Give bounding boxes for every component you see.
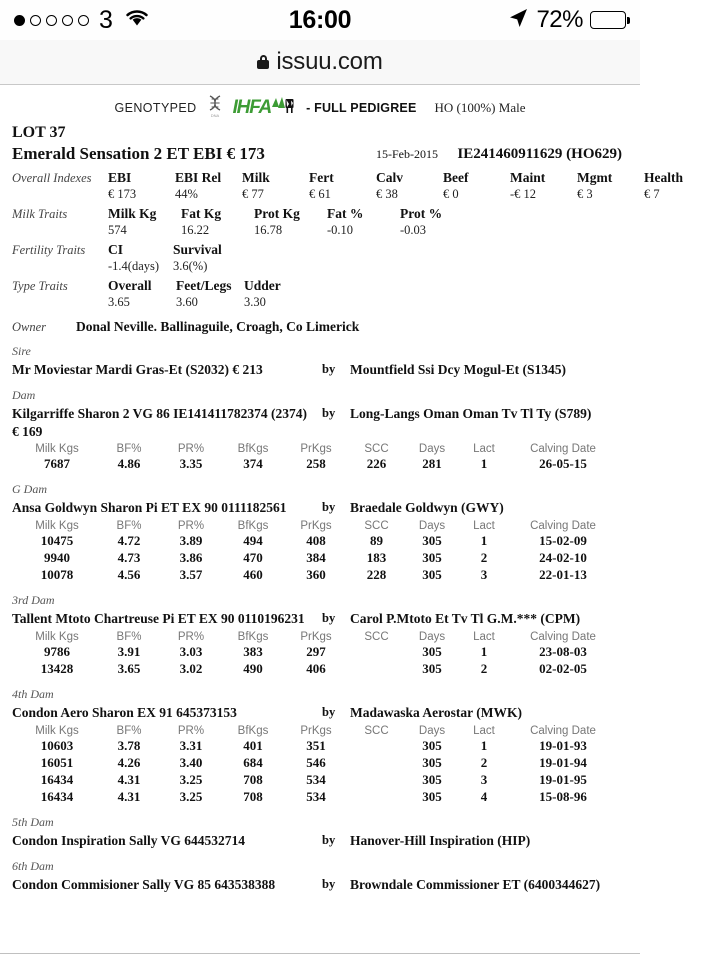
pedigree-sire-name: Mountfield Ssi Dcy Mogul-Et (S1345) (350, 362, 566, 377)
milk-traits-headers (108, 205, 632, 222)
overall-indexes-values (108, 186, 711, 203)
lactation-cell: 9786 (44, 644, 70, 659)
header-fert: Fert (309, 170, 334, 185)
value-prot-pct: -0.03 (400, 223, 427, 237)
lactation-cell: 3.91 (117, 644, 141, 659)
lactation-cell: 3.78 (117, 738, 141, 753)
pedigree-sire-name: Madawaska Aerostar (MWK) (350, 705, 522, 720)
value-feet-legs: 3.60 (176, 295, 198, 309)
header-ebi: EBI (108, 170, 132, 185)
lactation-cell: 1 (480, 533, 488, 548)
lactation-cell: 9940 (44, 550, 70, 565)
table-row (16, 456, 617, 473)
wifi-icon (124, 8, 150, 32)
lactation-cell: 3.03 (179, 644, 203, 659)
lactation-column-header: Milk Kgs (35, 725, 79, 737)
lactation-column-header: SCC (364, 443, 389, 455)
pedigree-by-label: by (322, 362, 336, 376)
lactation-column-header: BF% (116, 725, 142, 737)
lactation-cell (348, 644, 405, 661)
lactation-cell: 305 (422, 533, 442, 548)
lactation-cell: 258 (306, 456, 326, 471)
table-row (16, 772, 617, 789)
lactation-cell: 3.02 (179, 661, 203, 676)
value-maint: -€ 12 (510, 187, 537, 201)
lactation-column-header: Lact (473, 520, 495, 532)
lactation-cell: 16434 (40, 789, 74, 804)
overall-indexes-section (8, 169, 683, 203)
lactation-column-header: Lact (473, 443, 495, 455)
lactation-cell: 3.89 (179, 533, 203, 548)
type-traits-values (108, 294, 632, 311)
carrier-label: 3 (99, 5, 113, 34)
lactation-cell: 10603 (40, 738, 74, 753)
lactation-cell: 15-02-09 (539, 533, 587, 548)
pedigree-animal-name: Condon Inspiration Sally VG 644532714 (12, 833, 246, 848)
lactation-cell: 305 (422, 550, 442, 565)
ihfa-logo-text: IHFA (232, 97, 272, 118)
lactation-cell: 23-08-03 (539, 644, 587, 659)
header-prot-kg: Prot Kg (254, 206, 300, 221)
lactation-column-header: PrKgs (300, 443, 332, 455)
header-feet-legs: Feet/Legs (176, 278, 232, 293)
svg-text:DNA: DNA (210, 112, 219, 118)
url-text: issuu.com (276, 48, 383, 75)
lactation-column-header: BfKgs (237, 725, 269, 737)
lactation-column-header: PrKgs (300, 725, 332, 737)
lactation-column-header: Milk Kgs (35, 520, 79, 532)
lactation-column-header: Days (418, 631, 446, 643)
header-calv: Calv (376, 170, 403, 185)
pedigree-sire-name: Browndale Commissioner ET (6400344627) (350, 877, 601, 892)
lactation-column-header: Lact (473, 631, 495, 643)
lactation-cell: 2 (480, 755, 488, 770)
pedigree-animal-name: Kilgarriffe Sharon 2 VG 86 IE141411782374 (2374) (12, 406, 308, 421)
owner-label: Owner (12, 320, 47, 334)
lactation-header-row (16, 443, 617, 456)
table-row (16, 789, 617, 806)
lactation-cell: 305 (422, 738, 442, 753)
lactation-cell: 408 (306, 533, 326, 548)
pedigree-sire-name: Carol P.Mtoto Et Tv Tl G.M.*** (CPM) (350, 611, 581, 626)
lactation-cell: 4.31 (117, 772, 141, 787)
overall-indexes-label: Overall Indexes (12, 171, 92, 185)
value-beef: € 0 (443, 187, 459, 201)
lactation-cell: 3.86 (179, 550, 203, 565)
table-row (16, 567, 617, 584)
pedigree-section-label: 6th Dam (12, 859, 54, 873)
milk-traits-values (108, 222, 632, 239)
pedigree-by-label: by (322, 406, 336, 420)
pedigree-sire-name: Hanover-Hill Inspiration (HIP) (350, 833, 531, 848)
lactation-cell: 13428 (40, 661, 74, 676)
lactation-cell: 281 (422, 456, 442, 471)
table-row (16, 644, 617, 661)
lactation-cell: 490 (243, 661, 263, 676)
lactation-cell: 4.73 (117, 550, 141, 565)
lactation-cell: 534 (306, 772, 326, 787)
type-traits-label: Type Traits (12, 279, 68, 293)
lactation-column-header: PR% (177, 725, 205, 737)
pedigree-by-label: by (322, 611, 336, 625)
lactation-cell: 546 (306, 755, 326, 770)
battery-percent-label: 72% (536, 6, 583, 33)
pedigree-by-label: by (322, 500, 336, 514)
milk-traits-label: Milk Traits (12, 207, 68, 221)
lactation-cell: 4.72 (117, 533, 141, 548)
header-ci: CI (108, 242, 124, 257)
overall-indexes-headers (108, 169, 711, 186)
lactation-cell: 3.40 (179, 755, 203, 770)
value-ci: -1.4(days) (108, 259, 160, 273)
pedigree-sire-name: Braedale Goldwyn (GWY) (350, 500, 504, 515)
lactation-header-row (16, 725, 617, 738)
fertility-traits-headers (108, 241, 632, 258)
lactation-header-row (16, 520, 617, 533)
lactation-cell (348, 789, 405, 806)
owner-row (8, 319, 632, 335)
lactation-column-header: BfKgs (237, 443, 269, 455)
lactation-cell: 305 (422, 755, 442, 770)
lactation-cell: 684 (243, 755, 263, 770)
lactation-cell: 4.31 (117, 789, 141, 804)
pedigree-section-label: G Dam (12, 482, 47, 496)
dna-helix-icon (207, 94, 223, 123)
lactation-column-header: Calving Date (530, 443, 596, 455)
lactation-cell (348, 738, 405, 755)
lactation-column-header: Lact (473, 725, 495, 737)
lactation-column-header: BF% (116, 631, 142, 643)
breed-sex-label: HO (100%) Male (434, 100, 526, 115)
pedigree-list (8, 344, 632, 894)
lot-number: LOT 37 (12, 124, 66, 141)
pedigree-animal-name: Tallent Mtoto Chartreuse Pi ET EX 90 0110196231 (12, 611, 305, 626)
lactation-table (16, 520, 617, 584)
lactation-column-header: SCC (364, 725, 389, 737)
lactation-column-header: PR% (177, 520, 205, 532)
value-milk: € 77 (242, 187, 264, 201)
table-row (16, 661, 617, 678)
pedigree-animal-row (8, 609, 632, 628)
pedigree-animal-row (8, 404, 632, 423)
lactation-cell: 3 (480, 567, 488, 582)
pedigree-by-label: by (322, 833, 336, 847)
pedigree-animal-row (8, 831, 632, 850)
pedigree-section-label: 3rd Dam (12, 593, 55, 607)
value-fat-kg: 16.22 (181, 223, 210, 237)
table-row (16, 550, 617, 567)
value-fat-pct: -0.10 (327, 223, 354, 237)
lactation-cell: 470 (243, 550, 263, 565)
header-udder: Udder (244, 278, 281, 293)
lactation-cell (348, 661, 405, 678)
lactation-column-header: Days (418, 520, 446, 532)
lactation-cell: 3 (480, 772, 488, 787)
lactation-cell: 360 (306, 567, 326, 582)
lactation-cell: 534 (306, 789, 326, 804)
lactation-table (16, 631, 617, 678)
genotyped-label: GENOTYPED (114, 101, 197, 115)
animal-title-row (8, 143, 632, 165)
fertility-traits-section (8, 241, 632, 275)
lactation-table (16, 725, 617, 806)
owner-value: Donal Neville. Ballinaguile, Croagh, Co Limerick (76, 319, 360, 334)
lactation-cell: 305 (422, 789, 442, 804)
fertility-traits-label: Fertility Traits (12, 243, 86, 257)
lactation-cell: 460 (243, 567, 263, 582)
lactation-cell: 297 (306, 644, 326, 659)
lactation-cell: 7687 (44, 456, 70, 471)
lactation-cell: 228 (366, 567, 387, 582)
status-bar-left (14, 6, 150, 35)
header-overall: Overall (108, 278, 152, 293)
lactation-cell: 2 (480, 550, 488, 565)
header-milk: Milk (242, 170, 270, 185)
lactation-column-header: Days (418, 443, 446, 455)
animal-name: Emerald Sensation 2 ET EBI € 173 (12, 144, 265, 163)
lactation-column-header: SCC (364, 631, 389, 643)
header-prot-pct: Prot % (400, 206, 443, 221)
lactation-cell: 3.35 (179, 456, 203, 471)
value-fert: € 61 (309, 187, 331, 201)
pedigree-animal-name: Mr Moviestar Mardi Gras-Et (S2032) € 213 (12, 362, 263, 377)
lactation-cell: 26-05-15 (539, 456, 587, 471)
lactation-column-header: PrKgs (300, 520, 332, 532)
pedigree-animal-name: Condon Commisioner Sally VG 85 643538388 (12, 877, 276, 892)
pedigree-animal-row (8, 498, 632, 517)
cow-graphic-icon (271, 95, 295, 121)
lactation-cell: 02-02-05 (539, 661, 587, 676)
value-calv: € 38 (376, 187, 398, 201)
value-health: € 7 (644, 187, 660, 201)
lactation-cell: 22-01-13 (539, 567, 587, 582)
lactation-cell: 2 (480, 661, 488, 676)
lactation-cell: 4.56 (117, 567, 141, 582)
lactation-column-header: Days (418, 725, 446, 737)
lactation-cell: 708 (243, 772, 263, 787)
lactation-cell: 1 (480, 644, 488, 659)
lactation-cell (348, 755, 405, 772)
pedigree-section-label: Sire (12, 344, 31, 358)
type-traits-headers (108, 277, 632, 294)
value-prot-kg: 16.78 (254, 223, 283, 237)
lactation-column-header: BF% (116, 520, 142, 532)
header-ebi-rel: EBI Rel (175, 170, 222, 185)
signal-strength-icon (14, 15, 89, 26)
pedigree-animal-name: Ansa Goldwyn Sharon Pi ET EX 90 0111182561 (12, 500, 287, 515)
lactation-cell: 16051 (40, 755, 74, 770)
value-survival: 3.6(%) (173, 259, 208, 273)
lactation-column-header: Milk Kgs (35, 443, 79, 455)
lactation-column-header: SCC (364, 520, 389, 532)
value-mgmt: € 3 (577, 187, 593, 201)
lactation-column-header: PR% (177, 631, 205, 643)
document-header-banner (8, 95, 632, 121)
header-fat-pct: Fat % (327, 206, 364, 221)
lactation-cell: 19-01-94 (539, 755, 587, 770)
pedigree-section-label: 4th Dam (12, 687, 54, 701)
table-row (16, 755, 617, 772)
lactation-column-header: Calving Date (530, 725, 596, 737)
header-milk-kg: Milk Kg (108, 206, 157, 221)
header-beef: Beef (443, 170, 469, 185)
lactation-cell: 10078 (40, 567, 74, 582)
lactation-cell: 4 (480, 789, 488, 804)
ihfa-logo (233, 95, 295, 121)
fertility-traits-values (108, 258, 632, 275)
lactation-column-header: Milk Kgs (35, 631, 79, 643)
pedigree-animal-row (8, 875, 632, 894)
lactation-column-header: BfKgs (237, 631, 269, 643)
pedigree-sire-name: Long-Langs Oman Oman Tv Tl Ty (S789) (350, 406, 592, 421)
lactation-column-header: Calving Date (530, 520, 596, 532)
lactation-cell: 16434 (40, 772, 74, 787)
pedigree-by-label: by (322, 705, 336, 719)
pedigree-animal-name: Condon Aero Sharon EX 91 645373153 (12, 705, 237, 720)
header-health: Health (644, 170, 683, 185)
milk-traits-section (8, 205, 632, 239)
lactation-cell: 383 (243, 644, 263, 659)
lactation-cell: 494 (243, 533, 263, 548)
date-of-birth: 15-Feb-2015 (376, 147, 438, 161)
lactation-column-header: Calving Date (530, 631, 596, 643)
type-traits-section (8, 277, 632, 311)
lactation-column-header: PrKgs (300, 631, 332, 643)
value-ebi-rel: 44% (175, 187, 198, 201)
value-overall: 3.65 (108, 295, 130, 309)
pedigree-animal-ebi: € 169 (12, 424, 43, 439)
clock: 16:00 (288, 5, 352, 34)
pedigree-animal-row (8, 360, 632, 379)
status-bar (0, 0, 640, 40)
lactation-cell: 10475 (40, 533, 74, 548)
header-mgmt: Mgmt (577, 170, 613, 185)
lactation-cell: 305 (422, 661, 442, 676)
lactation-cell (348, 772, 405, 789)
browser-toolbar (0, 953, 640, 960)
lactation-cell: 15-08-96 (539, 789, 587, 804)
pedigree-section-label: Dam (12, 388, 36, 402)
lactation-header-row (16, 631, 617, 644)
lactation-column-header: PR% (177, 443, 205, 455)
lactation-cell: 1 (480, 738, 488, 753)
table-row (16, 533, 617, 550)
animal-id: IE241460911629 (HO629) (457, 146, 622, 162)
header-fat-kg: Fat Kg (181, 206, 222, 221)
lactation-cell: 708 (243, 789, 263, 804)
browser-address-bar[interactable] (0, 40, 640, 85)
lactation-cell: 4.86 (117, 456, 141, 471)
lactation-cell: 19-01-93 (539, 738, 587, 753)
lactation-cell: 401 (243, 738, 263, 753)
pedigree-document (0, 85, 683, 953)
lactation-table (16, 443, 617, 473)
pedigree-section-label: 5th Dam (12, 815, 54, 829)
battery-icon (590, 11, 626, 29)
lactation-cell: 406 (306, 661, 326, 676)
lactation-cell: 3.31 (179, 738, 203, 753)
lactation-cell: 19-01-95 (539, 772, 587, 787)
lactation-cell: 3.25 (179, 789, 203, 804)
table-row (16, 738, 617, 755)
lock-icon (257, 55, 269, 69)
full-pedigree-label: - FULL PEDIGREE (306, 101, 417, 115)
pedigree-animal-row (8, 703, 632, 722)
lactation-cell: 305 (422, 772, 442, 787)
lactation-cell: 305 (422, 644, 442, 659)
lactation-cell: 374 (243, 456, 263, 471)
lactation-cell: 351 (306, 738, 326, 753)
value-milk-kg: 574 (108, 223, 127, 237)
lactation-cell: 3.57 (179, 567, 203, 582)
lactation-cell: 89 (370, 533, 383, 548)
lactation-cell: 384 (306, 550, 326, 565)
location-arrow-icon (507, 7, 529, 34)
pedigree-by-label: by (322, 877, 336, 891)
lactation-cell: 305 (422, 567, 442, 582)
lactation-cell: 226 (366, 456, 387, 471)
lactation-cell: 1 (480, 456, 488, 471)
lactation-cell: 3.65 (117, 661, 141, 676)
lactation-cell: 183 (366, 550, 387, 565)
status-bar-right (507, 6, 626, 34)
header-maint: Maint (510, 170, 546, 185)
value-udder: 3.30 (244, 295, 266, 309)
header-survival: Survival (173, 242, 222, 257)
value-ebi: € 173 (108, 187, 137, 201)
lactation-column-header: BF% (116, 443, 142, 455)
lactation-cell: 3.25 (179, 772, 203, 787)
lactation-cell: 4.26 (117, 755, 141, 770)
lactation-column-header: BfKgs (237, 520, 269, 532)
lactation-cell: 24-02-10 (539, 550, 587, 565)
